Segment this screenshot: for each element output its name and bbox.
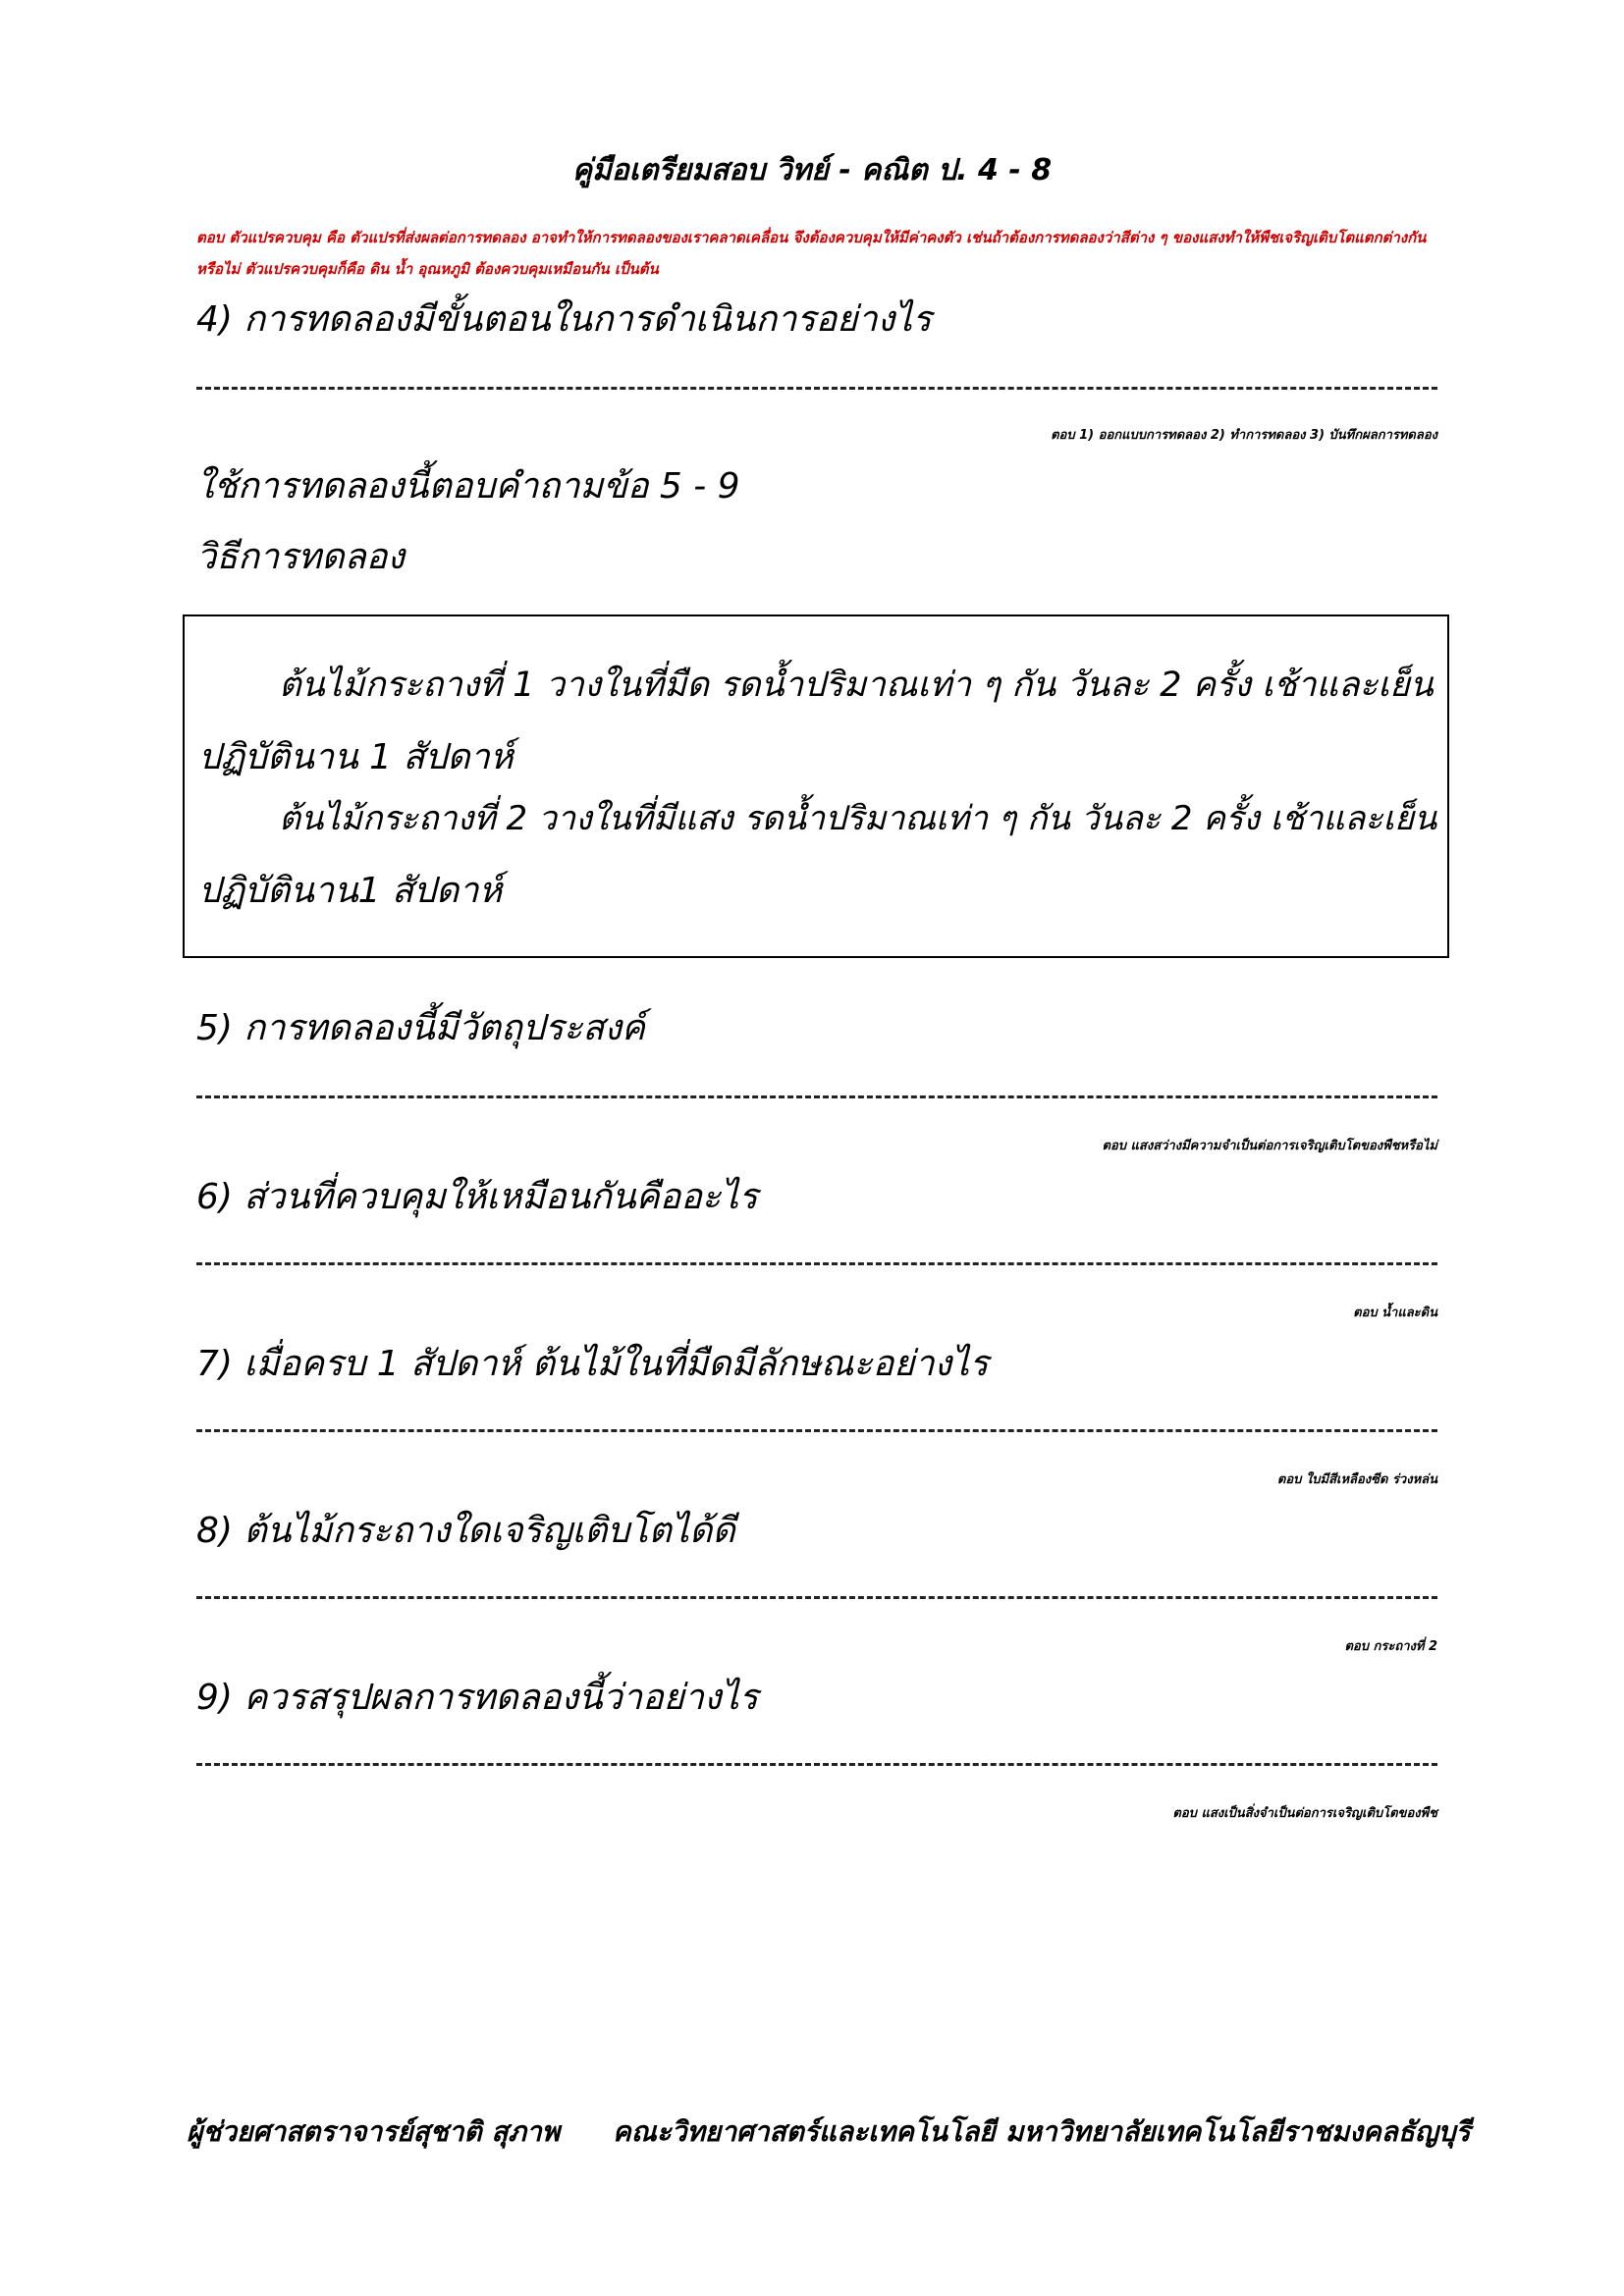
question-7: 7) เมื่อครบ 1 สัปดาห์ ต้นไม้ในที่มืดมีลักษณะอย่างไร <box>196 1344 989 1384</box>
method-line-4: ปฏิบัตินาน1 สัปดาห์ <box>198 871 503 911</box>
question-9: 9) ควรสรุปผลการทดลองนี้ว่าอย่างไร <box>196 1678 759 1718</box>
method-box <box>183 614 1449 958</box>
answer-5: ตอบ แสงสว่างมีความจำเป็นต่อการเจริญเติบโตของพืชหรือไม่ <box>1102 1139 1437 1153</box>
method-title: วิธีการทดลอง <box>196 537 405 577</box>
answer-line-9 <box>196 1763 1437 1766</box>
answer-note-line-2: หรือไม่ ตัวแปรควบคุมก็คือ ดิน น้ำ อุณหภูมิ ต้องควบคุมเหมือนกัน เป็นต้น <box>196 260 659 278</box>
answer-line-5 <box>196 1095 1437 1098</box>
question-5: 5) การทดลองนี้มีวัตถุประสงค์ <box>196 1008 645 1048</box>
footer-faculty: คณะวิทยาศาสตร์และเทคโนโลยี <box>613 2115 996 2148</box>
question-8: 8) ต้นไม้กระถางใดเจริญเติบโตได้ดี <box>196 1511 735 1551</box>
answer-6: ตอบ น้ำและดิน <box>1353 1306 1437 1320</box>
method-line-3: ต้นไม้กระถางที่ 2 วางในที่มีแสง รดน้ำปริมาณเท่า ๆ กัน วันละ 2 ครั้ง เช้าและเย็น <box>279 799 1437 838</box>
answer-7: ตอบ ใบมีสีเหลืองซีด ร่วงหล่น <box>1276 1472 1437 1487</box>
page-header-title: คู่มือเตรียมสอบ วิทย์ - คณิต ป. 4 - 8 <box>571 153 1053 187</box>
answer-line-4 <box>196 387 1437 390</box>
section-intro: ใช้การทดลองนี้ตอบคำถามข้อ 5 - 9 <box>196 466 740 507</box>
answer-line-7 <box>196 1429 1437 1432</box>
question-6: 6) ส่วนที่ควบคุมให้เหมือนกันคืออะไร <box>196 1177 758 1217</box>
method-line-2: ปฏิบัตินาน 1 สัปดาห์ <box>198 737 514 777</box>
method-line-1: ต้นไม้กระถางที่ 1 วางในที่มืด รดน้ำปริมาณเท่า ๆ กัน วันละ 2 ครั้ง เช้าและเย็น <box>279 666 1434 705</box>
footer-author: ผู้ช่วยศาสตราจารย์สุชาติ สุภาพ <box>187 2115 561 2148</box>
question-4: 4) การทดลองมีขั้นตอนในการดำเนินการอย่างไร <box>196 299 932 340</box>
footer-university: มหาวิทยาลัยเทคโนโลยีราชมงคลธัญบุรี <box>1005 2115 1471 2148</box>
answer-4: ตอบ 1) ออกแบบการทดลอง 2) ทำการทดลอง 3) บันทึกผลการทดลอง <box>1051 428 1437 443</box>
answer-8: ตอบ กระถางที่ 2 <box>1344 1639 1437 1654</box>
answer-line-6 <box>196 1262 1437 1265</box>
answer-note-line-1: ตอบ ตัวแปรควบคุม คือ ตัวแปรที่ส่งผลต่อการทดลอง อาจทำให้การทดลองของเราคลาดเคลื่อน จึงต้องควบคุมให้มีค่าคงตัว เช่นถ้าต้องการทดลองว่าสีต่าง ๆ ของแสงทำให้พืชเจริญเติบโตแตกต่างกัน <box>196 229 1427 246</box>
answer-line-8 <box>196 1596 1437 1599</box>
answer-9: ตอบ แสงเป็นสิ่งจำเป็นต่อการเจริญเติบโตของพืช <box>1172 1806 1437 1821</box>
